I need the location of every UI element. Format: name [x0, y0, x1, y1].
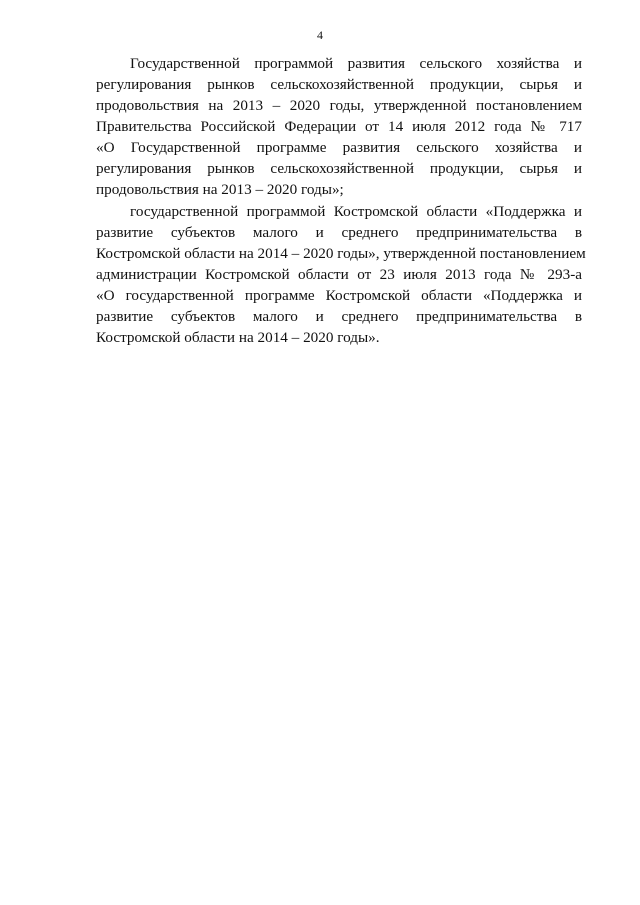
text-line: Государственной программой развития сельского хозяйства и: [130, 55, 582, 72]
text-line: регулирования рынков сельскохозяйственной продукции, сырья и: [96, 76, 582, 93]
text-line: «О Государственной программе развития сельского хозяйства и: [96, 139, 582, 156]
text-line: Костромской области на 2014 – 2020 годы», утвержденной постановлением: [96, 245, 586, 262]
text-line: Костромской области на 2014 – 2020 годы».: [96, 329, 380, 346]
text-line: администрации Костромской области от 23 июля 2013 года № 293-а: [96, 266, 582, 283]
text-line: «О государственной программе Костромской области «Поддержка и: [96, 287, 582, 304]
text-line: Правительства Российской Федерации от 14 июля 2012 года № 717: [96, 118, 582, 135]
text-line: развитие субъектов малого и среднего предпринимательства в: [96, 224, 582, 241]
text-line: продовольствия на 2013 – 2020 годы»;: [96, 181, 344, 198]
text-line: регулирования рынков сельскохозяйственной продукции, сырья и: [96, 160, 582, 177]
page-number: 4: [317, 28, 323, 42]
text-line: продовольствия на 2013 – 2020 годы, утвержденной постановлением: [96, 97, 582, 114]
text-line: государственной программой Костромской области «Поддержка и: [130, 203, 582, 220]
text-line: развитие субъектов малого и среднего предпринимательства в: [96, 308, 582, 325]
